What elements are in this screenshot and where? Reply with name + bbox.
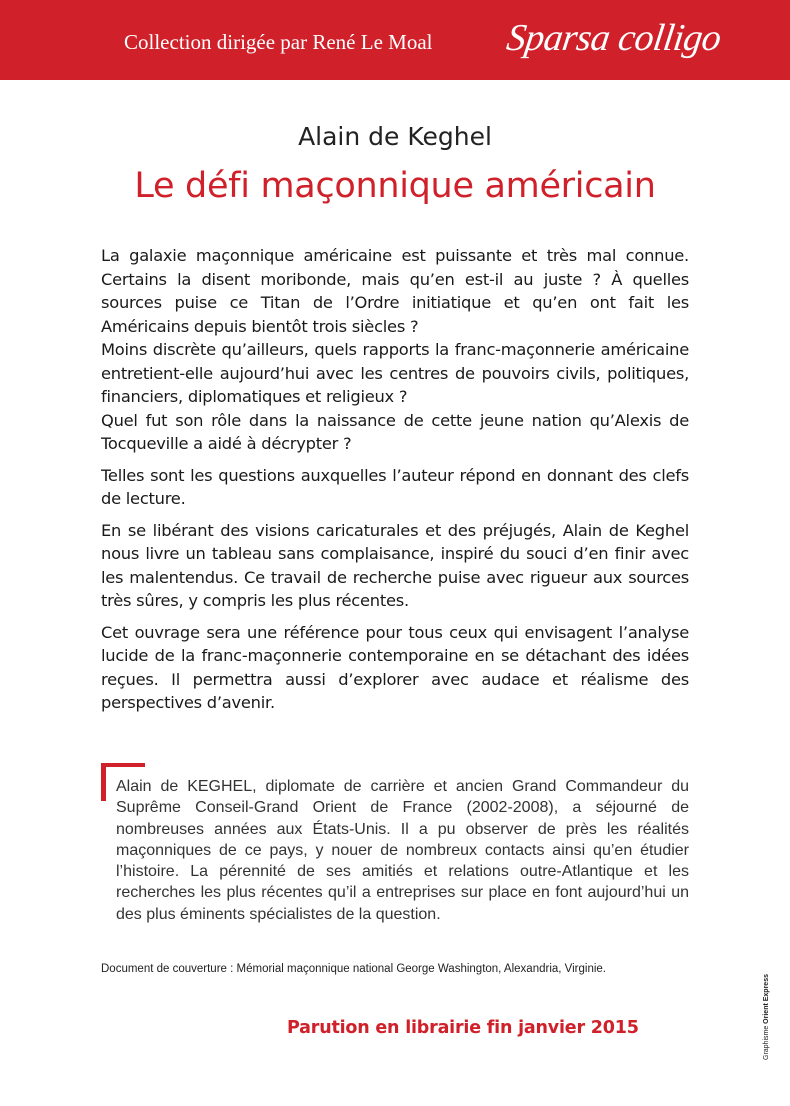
header-banner [0, 0, 790, 80]
description-paragraph: Moins discrète qu’ailleurs, quels rapports la franc-maçonnerie américaine entretient-elle aujourd’hui avec les centres de pouvoirs civils, politiques, financiers, diplomatiques et religieux ? [101, 340, 689, 406]
description-paragraph: La galaxie maçonnique américaine est puissante et très mal connue. Certains la disent moribonde, mais qu’en est-il au juste ? À quelles sources puise ce Titan de l’Ordre initiatique et qu’en ont fait les Américains depuis bientôt trois siècles ? [101, 246, 689, 336]
author-name: Alain de Keghel [298, 122, 492, 151]
credit-name: Orient Express [763, 974, 770, 1024]
description-paragraph: En se libérant des visions caricaturales et des préjugés, Alain de Keghel nous livre un tableau sans complaisance, inspiré du souci d’en finir avec les malentendus. Ce travail de recherche puise avec rigueur aux sources très sûres, y compris les plus récentes. [101, 520, 689, 610]
description-paragraph: Telles sont les questions auxquelles l’auteur répond en donnant des clefs de lecture. [101, 465, 689, 508]
author-bio: Alain de KEGHEL, diplomate de carrière et ancien Grand Commandeur du Suprême Conseil-Grand Orient de France (2002-2008), a séjourné de nombreuses années aux États-Unis. Il a pu observer de près les réalités maçonniques de ce pays, y nouer de nombreux contacts ainsi qu’en étudier l’histoire. La pérennité de ses amitiés et relations outre-Atlantique et les recherches les plus récentes qu’il a entreprises sur place en font aujourd’hui un des plus éminents spécialistes de la question. [116, 778, 689, 923]
bio-bracket [101, 763, 106, 801]
design-credit [763, 974, 770, 1060]
description-paragraph: Quel fut son rôle dans la naissance de cette jeune nation qu’Alexis de Tocqueville a aidé à décrypter ? [101, 410, 689, 453]
release-date: Parution en librairie fin janvier 2015 [287, 1018, 639, 1038]
collection-label: Collection dirigée par René Le Moal [124, 30, 433, 54]
description [101, 244, 689, 715]
book-title: Le défi maçonnique américain [134, 166, 656, 206]
credit-prefix: Graphisme [763, 1025, 770, 1060]
bio-bracket-top [101, 763, 145, 767]
collection-motto: Sparsa colligo [504, 17, 724, 59]
cover-caption: Document de couverture : Mémorial maçonnique national George Washington, Alexandria, Virginie. [101, 963, 607, 975]
description-paragraph: Cet ouvrage sera une référence pour tous ceux qui envisagent l’analyse lucide de la franc-maçonnerie contemporaine en se détachant des idées reçues. Il permettra aussi d’explorer avec audace et réalisme des perspectives d’avenir. [101, 622, 689, 712]
